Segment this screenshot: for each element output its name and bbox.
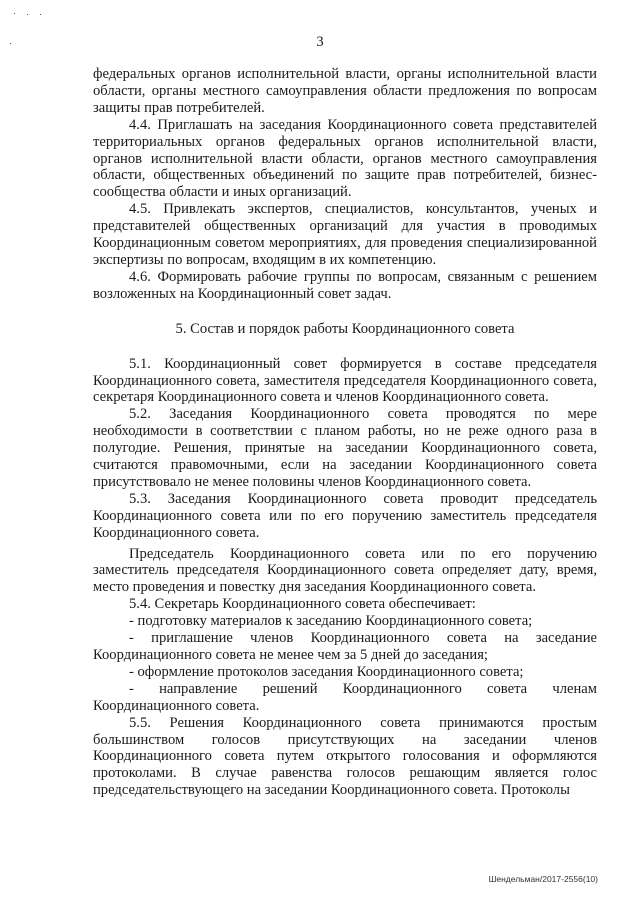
list-item: - приглашение членов Координационного совета на заседание Координационного совета не менее чем за 5 дней до заседания; xyxy=(93,630,597,663)
paragraph-4-6: 4.6. Формировать рабочие группы по вопросам, связанным с решением возложенных на Координационный совет задач. xyxy=(93,268,597,302)
document-registration-code: Шендельман/2017-2556(10) xyxy=(488,874,598,884)
paragraph-5-3: 5.3. Заседания Координационного совета проводит председатель Координационного совета или по его поручению заместитель председателя Координационного совета. xyxy=(93,490,597,541)
paragraph-4-4: 4.4. Приглашать на заседания Координационного совета представителей территориальных органов федеральных органов исполнительной власти, органов исполнительной власти области, органов местного самоуправления области, общественных объединений по защите прав потребителей, бизнес-сообщества области и иных организаций. xyxy=(93,116,597,201)
list-item: - подготовку материалов к заседанию Координационного совета; xyxy=(129,613,533,630)
scan-artifact xyxy=(40,14,41,15)
paragraph-chairman: Председатель Координационного совета или по его поручению заместитель председателя Координационного совета определяет дату, время, место проведения и повестку дня заседания Координационного совета. xyxy=(93,545,597,596)
paragraph-continuation: федеральных органов исполнительной власти, органы исполнительной власти области, органы местного самоуправления области предложения по вопросам защиты прав потребителей. xyxy=(93,66,597,116)
scan-artifact xyxy=(14,13,15,14)
document-body xyxy=(93,66,597,799)
page-number: 3 xyxy=(316,34,324,50)
section-heading: 5. Состав и порядок работы Координационного совета xyxy=(175,320,515,337)
paragraph-5-1: 5.1. Координационный совет формируется в составе председателя Координационного совета, заместителя председателя Координационного совета, секретаря Координационного совета и членов Координационного совета. xyxy=(93,355,597,406)
paragraph-5-4: 5.4. Секретарь Координационного совета обеспечивает: xyxy=(129,596,476,613)
list-item: - направление решений Координационного совета членам Координационного совета. xyxy=(93,680,597,714)
list-item: - оформление протоколов заседания Координационного совета; xyxy=(129,663,524,680)
scan-artifact xyxy=(27,14,28,15)
paragraph-4-5: 4.5. Привлекать экспертов, специалистов, консультантов, ученых и представителей общественных организаций для участия в проводимых Координационным советом мероприятиях, для проведения специализированной экспертизы по вопросам, входящим в их компетенцию. xyxy=(93,201,597,268)
paragraph-5-2: 5.2. Заседания Координационного совета проводятся по мере необходимости в соответствии с планом работы, но не реже одного раза в полугодие. Решения, принятые на заседании Координационного совета, считаются правомочными, если на заседании Координационного совета присутствовало не менее половины членов Координационного совета. xyxy=(93,406,597,490)
paragraph-5-5: 5.5. Решения Координационного совета принимаются простым большинством голосов присутствующих на заседании членов Координационного совета путем открытого голосования и оформляются протоколами. В случае равенства голосов решающим является голос председательствующего на заседании Координационного совета. Протоколы xyxy=(93,714,597,799)
